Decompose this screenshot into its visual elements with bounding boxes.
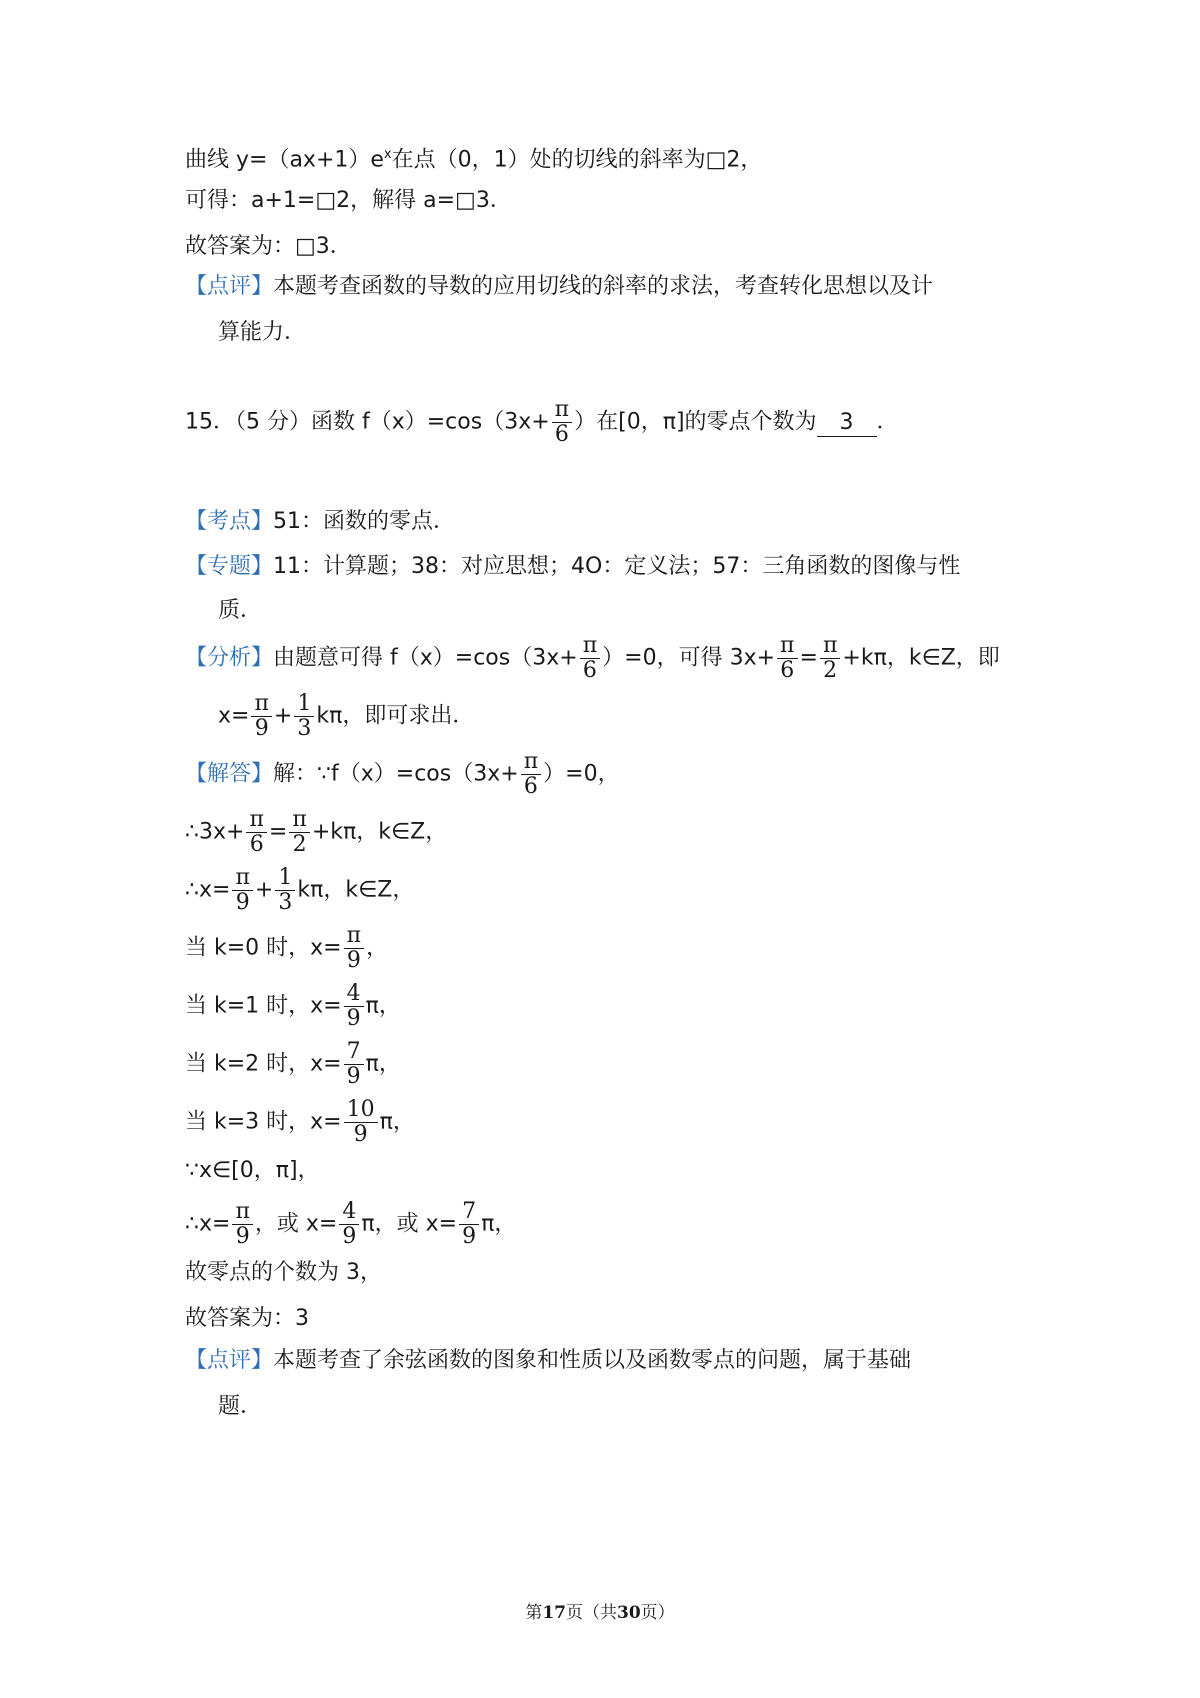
fraction-pi-9: $\frac{\pi}{9}$ xyxy=(251,692,271,741)
review-text: 本题考查了余弦函数的图象和性质以及函数零点的问题，属于基础 xyxy=(273,1348,912,1373)
jieda-answer: 故答案为：3 xyxy=(185,1306,309,1331)
jieda-step-2: ∴3x+ $\frac{\pi}{6}$ = $\frac{\pi}{2}$ +kπ，k∈Z， xyxy=(185,807,448,857)
slope-line xyxy=(185,140,762,175)
fraction-7-9: $\frac{7}{9}$ xyxy=(459,1200,479,1249)
jieda-k1: 当 k=1 时，x= $\frac{4}{9}$ π， xyxy=(185,981,401,1031)
fenxi-line-2: x= $\frac{\pi}{9}$ + $\frac{1}{3}$ kπ，即可求出． xyxy=(218,691,475,741)
fraction-7-9: $\frac{7}{9}$ xyxy=(344,1040,364,1089)
jieda-line-1: 【解答】解：∵f（x）=cos（3x+ $\frac{\pi}{6}$ ）=0， xyxy=(185,749,620,799)
fraction-10-9: $\frac{10}{9}$ xyxy=(344,1098,378,1147)
kaodian-tag: 【考点】 xyxy=(185,509,274,534)
fraction-4-9: $\frac{4}{9}$ xyxy=(339,1200,359,1249)
text: 曲线 y=（ax+1）e xyxy=(185,147,384,173)
review2-line-1 xyxy=(185,1346,911,1376)
fraction-pi-2: $\frac{\pi}{2}$ xyxy=(289,808,309,857)
page-footer: 第17页（共30页） xyxy=(525,1603,675,1623)
fraction-pi-6: $\frac{\pi}{6}$ xyxy=(246,808,266,857)
review-tag: 【点评】 xyxy=(185,274,274,299)
fraction-pi-2: $\frac{\pi}{2}$ xyxy=(820,634,840,683)
jieda-step-3: ∴x= $\frac{\pi}{9}$ + $\frac{1}{3}$ kπ，k∈Z， xyxy=(185,865,415,915)
page-number: 17 xyxy=(542,1603,566,1623)
fraction-pi-9: $\frac{\pi}{9}$ xyxy=(232,1200,252,1249)
solve-a-line: 可得：a+1=□2，解得 a=□3． xyxy=(185,188,512,213)
zhuanti-line-2: 质． xyxy=(218,598,263,623)
review-tag: 【点评】 xyxy=(185,1348,274,1373)
fraction-1-3: $\frac{1}{3}$ xyxy=(275,866,295,915)
jieda-domain: ∵x∈[0，π]， xyxy=(185,1158,320,1183)
fraction-pi-6: $\frac{\pi}{6}$ xyxy=(777,634,797,683)
review-line-1 xyxy=(185,272,933,302)
superscript: x xyxy=(383,147,392,162)
zhuanti-line-1 xyxy=(185,552,960,582)
fenxi-tag: 【分析】 xyxy=(185,645,274,671)
kaodian-text: 51：函数的零点． xyxy=(273,509,456,534)
jieda-result: ∴x= $\frac{\pi}{9}$ ，或 x= $\frac{4}{9}$ π，或 x= $\frac{7}{9}$ π， xyxy=(185,1199,517,1249)
question-text: 15．（5 分）函数 f（x）=cos（3x+ xyxy=(185,409,550,435)
zhuanti-text: 11：计算题；38：对应思想；4O：定义法；57：三角函数的图像与性 xyxy=(273,554,961,579)
jieda-k0: 当 k=0 时，x= $\frac{\pi}{9}$ ， xyxy=(185,923,389,973)
review2-line-2: 题． xyxy=(218,1394,263,1419)
jieda-count: 故零点的个数为 3， xyxy=(185,1260,382,1285)
fraction-pi-9: $\frac{\pi}{9}$ xyxy=(232,866,252,915)
fraction-pi-6: $\frac{\pi}{6}$ xyxy=(521,750,541,799)
jieda-tag: 【解答】 xyxy=(185,761,274,787)
zhuanti-tag: 【专题】 xyxy=(185,554,274,579)
jieda-k2: 当 k=2 时，x= $\frac{7}{9}$ π， xyxy=(185,1039,401,1089)
fraction-1-3: $\frac{1}{3}$ xyxy=(294,692,314,741)
question-text: ）在[0，π]的零点个数为 xyxy=(574,409,817,435)
fraction-4-9: $\frac{4}{9}$ xyxy=(344,982,364,1031)
answer-line: 故答案为：□3． xyxy=(185,234,352,259)
fraction-pi-6: $\frac{\pi}{6}$ xyxy=(580,634,600,683)
fenxi-line-1: 【分析】由题意可得 f（x）=cos（3x+ $\frac{\pi}{6}$ ）=0，可得 3x+ $\frac{\pi}{6}$ = $\frac{\pi}{2}$ +kπ，k∈Z，即 xyxy=(185,633,1000,683)
question-15 xyxy=(185,398,899,447)
answer-blank: 3 xyxy=(817,410,877,437)
page-total: 30 xyxy=(617,1603,641,1623)
jieda-k3: 当 k=3 时，x= $\frac{10}{9}$ π， xyxy=(185,1097,415,1147)
text: 在点（0，1）处的切线的斜率为□2， xyxy=(391,147,763,173)
fraction-pi-9: $\frac{\pi}{9}$ xyxy=(344,924,364,973)
text: ． xyxy=(876,409,899,435)
review-line-2: 算能力． xyxy=(218,320,307,345)
fraction-pi-6: $\frac{\pi}{6}$ xyxy=(552,398,572,447)
review-text: 本题考查函数的导数的应用切线的斜率的求法，考查转化思想以及计 xyxy=(273,274,934,299)
kaodian-line xyxy=(185,507,455,537)
